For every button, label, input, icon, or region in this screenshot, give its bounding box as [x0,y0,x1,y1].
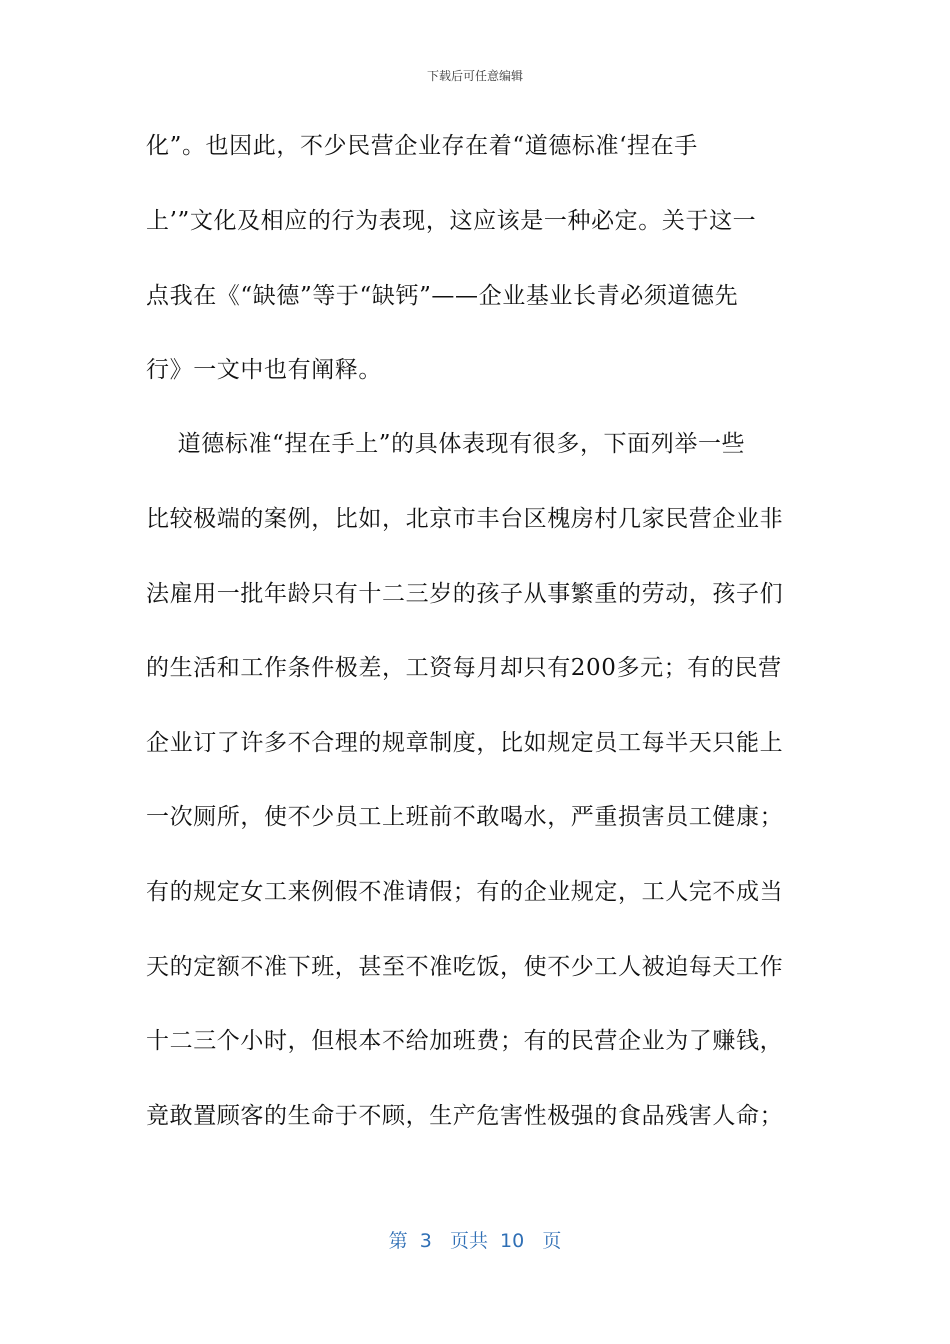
text-line: 比较极端的案例，比如，北京市丰台区槐房村几家民营企业非 [146,506,784,532]
text-line: 企业订了许多不合理的规章制度，比如规定员工每半天只能上 [146,730,784,756]
text-line: 道德标准“捏在手上”的具体表现有很多，下面列举一些 [146,431,746,457]
text-line: 的生活和工作条件极差，工资每月却只有200多元；有的民营 [146,655,782,681]
text-line: 点我在《“缺德”等于“缺钙”——企业基业长青必须道德先 [146,283,739,309]
text-line: 法雇用一批年龄只有十二三岁的孩子从事繁重的劳动，孩子们 [146,581,784,607]
text-line: 化”。也因此，不少民营企业存在着“道德标准‘捏在手 [146,133,698,159]
text-line: 一次厕所，使不少员工上班前不敢喝水，严重损害员工健康； [146,804,784,830]
text-line: 竟敢置顾客的生命于不顾，生产危害性极强的食品残害人命； [146,1103,784,1129]
page-header: 下载后可任意编辑 [426,69,523,83]
text-line: 上’”文化及相应的行为表现，这应该是一种必定。关于这一 [146,208,757,234]
text-line: 有的规定女工来例假不准请假；有的企业规定，工人完不成当 [146,879,784,905]
text-line: 十二三个小时，但根本不给加班费；有的民营企业为了赚钱， [146,1028,784,1054]
text-line: 天的定额不准下班，甚至不准吃饭，使不少工人被迫每天工作 [146,954,784,980]
page-footer: 第 3 页共 10 页 [388,1230,562,1252]
text-line: 行》一文中也有阐释。 [146,357,382,383]
